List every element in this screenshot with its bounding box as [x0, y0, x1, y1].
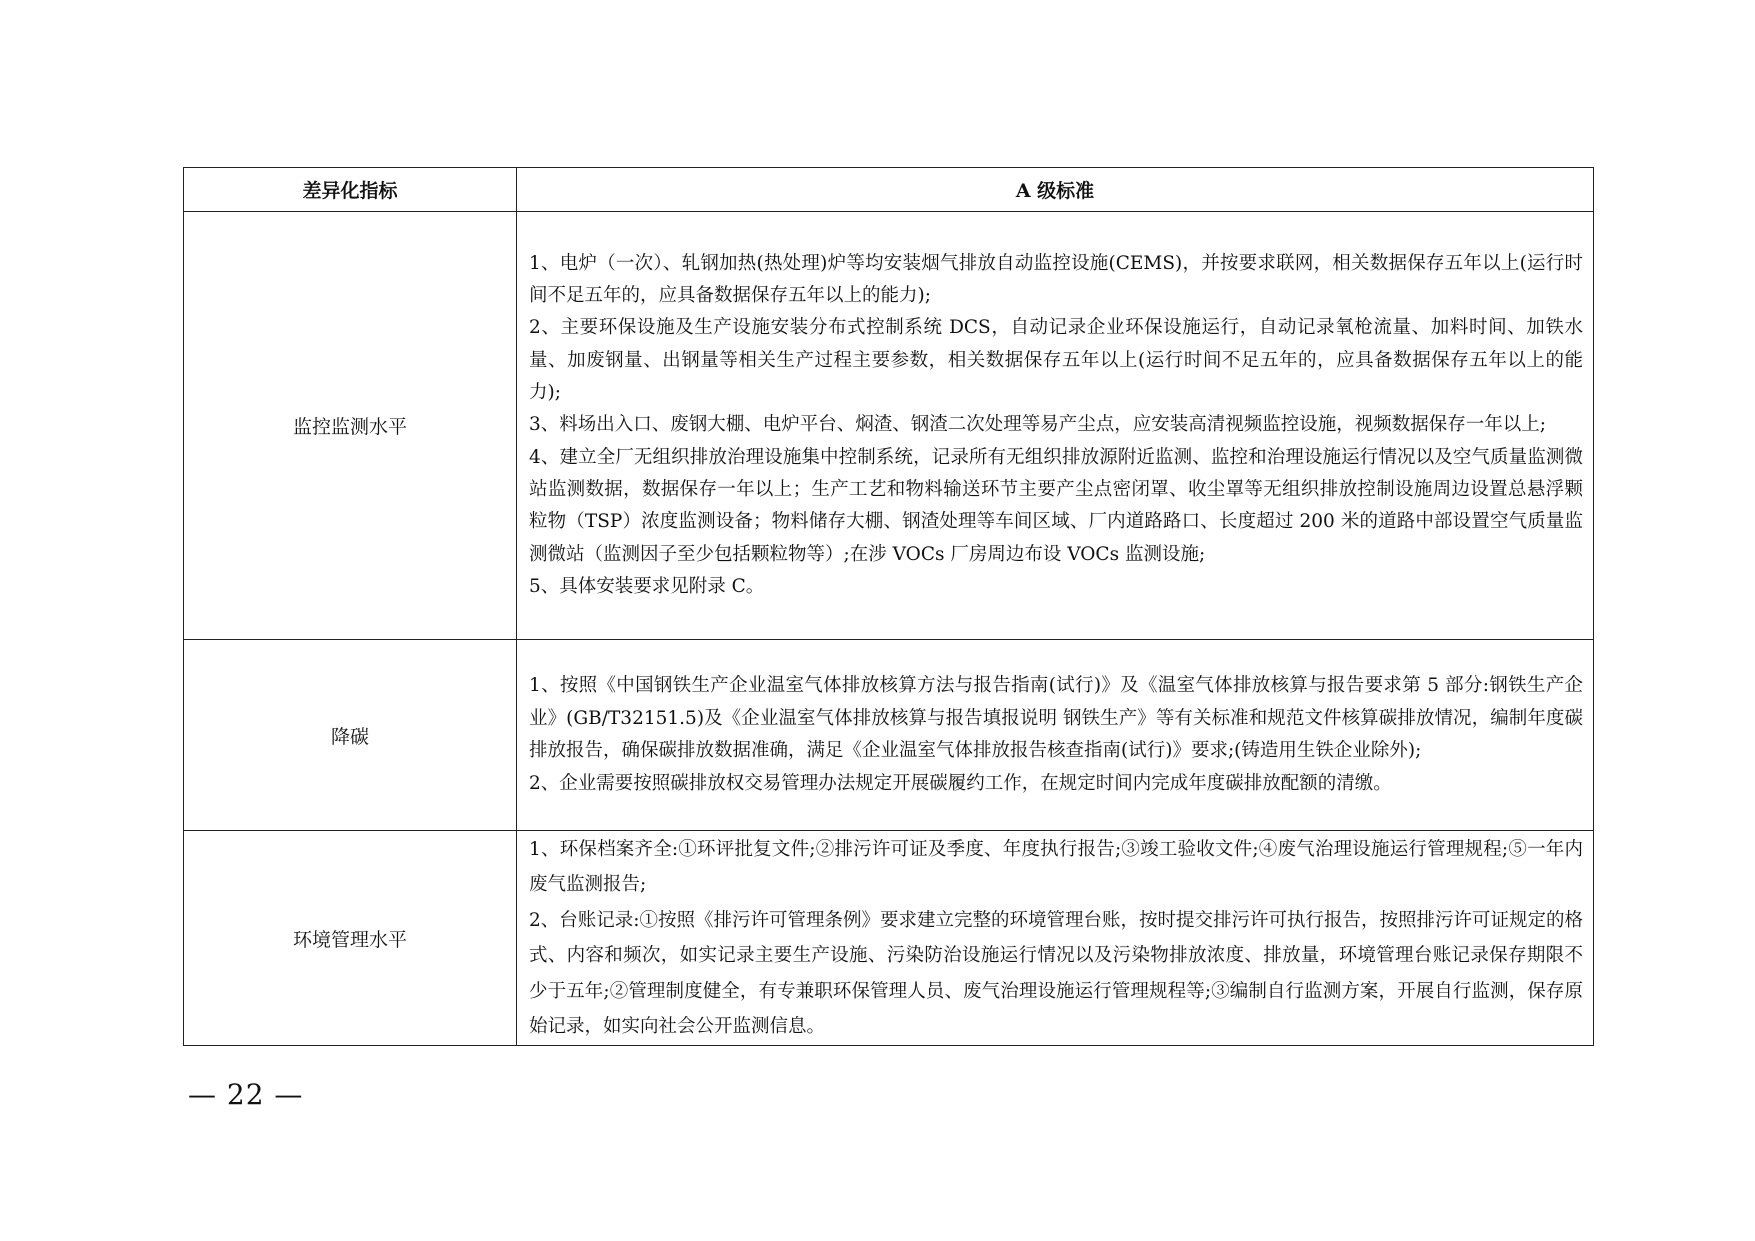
standard-item: 4、建立全厂无组织排放治理设施集中控制系统，记录所有无组织排放源附近监测、监控和治理设施运行情况以及空气质量监测微站监测数据，数据保存一年以上；生产工艺和物料输送环节主要产尘点密闭罩、收尘罩等无组织排放控制设施周边设置总悬浮颗粒物（TSP）浓度监测设备；物料储存大棚、钢渣处理等车间区域、厂内道路路口、长度超过 200 米的道路中部设置空气质量监测微站（监测因子至少包括颗粒物等）;在涉 VOCs 厂房周边布设 VOCs 监测设施; [529, 446, 1583, 565]
standard-item: 2、主要环保设施及生产设施安装分布式控制系统 DCS，自动记录企业环保设施运行，自动记录氧枪流量、加料时间、加铁水量、加废钢量、出钢量等相关生产过程主要参数，相关数据保存五年以上(运行时间不足五年的，应具备数据保存五年以上的能力); [529, 317, 1583, 404]
standard-item: 2、企业需要按照碳排放权交易管理办法规定开展碳履约工作，在规定时间内完成年度碳排放配额的清缴。 [529, 772, 1392, 794]
table-row [184, 640, 1594, 831]
header-indicator: 差异化指标 [184, 168, 517, 212]
indicator-cell: 环境管理水平 [184, 831, 517, 1046]
standard-item: 5、具体安装要求见附录 C。 [529, 575, 765, 597]
standard-item: 1、环保档案齐全:①环评批复文件;②排污许可证及季度、年度执行报告;③竣工验收文件;④废气治理设施运行管理规程;⑤一年内废气监测报告; [529, 838, 1583, 895]
standard-cell [517, 831, 1594, 1046]
table-header-row [184, 168, 1594, 212]
standard-cell [517, 640, 1594, 831]
standards-table [183, 167, 1594, 1046]
standard-item: 1、按照《中国钢铁生产企业温室气体排放核算方法与报告指南(试行)》及《温室气体排放核算与报告要求第 5 部分:钢铁生产企业》(GB/T32151.5)及《企业温室气体排放核算与报告填报说明 钢铁生产》等有关标准和规范文件核算碳排放情况，编制年度碳排放报告，确保碳排放数据准确，满足《企业温室气体排放报告核查指南(试行)》要求;(铸造用生铁企业除外); [529, 675, 1583, 761]
table-row [184, 831, 1594, 1046]
standard-cell [517, 212, 1594, 640]
standard-item: 3、料场出入口、废钢大棚、电炉平台、焖渣、钢渣二次处理等易产尘点，应安装高清视频监控设施，视频数据保存一年以上; [529, 414, 1547, 436]
indicator-cell: 监控监测水平 [184, 212, 517, 640]
table-row [184, 212, 1594, 640]
indicator-cell: 降碳 [184, 640, 517, 831]
header-standard: A 级标准 [517, 168, 1594, 212]
standard-item: 1、电炉（一次）、轧钢加热(热处理)炉等均安装烟气排放自动监控设施(CEMS)，并按要求联网，相关数据保存五年以上(运行时间不足五年的，应具备数据保存五年以上的能力); [529, 252, 1583, 307]
standard-item: 2、台账记录:①按照《排污许可管理条例》要求建立完整的环境管理台账，按时提交排污许可执行报告，按照排污许可证规定的格式、内容和频次，如实记录主要生产设施、污染防治设施运行情况以及污染物排放浓度、排放量，环境管理台账记录保存期限不少于五年;②管理制度健全，有专兼职环保管理人员、废气治理设施运行管理规程等;③编制自行监测方案，开展自行监测，保存原始记录，如实向社会公开监测信息。 [529, 909, 1584, 1037]
page-number: — 22 — [188, 1078, 304, 1111]
